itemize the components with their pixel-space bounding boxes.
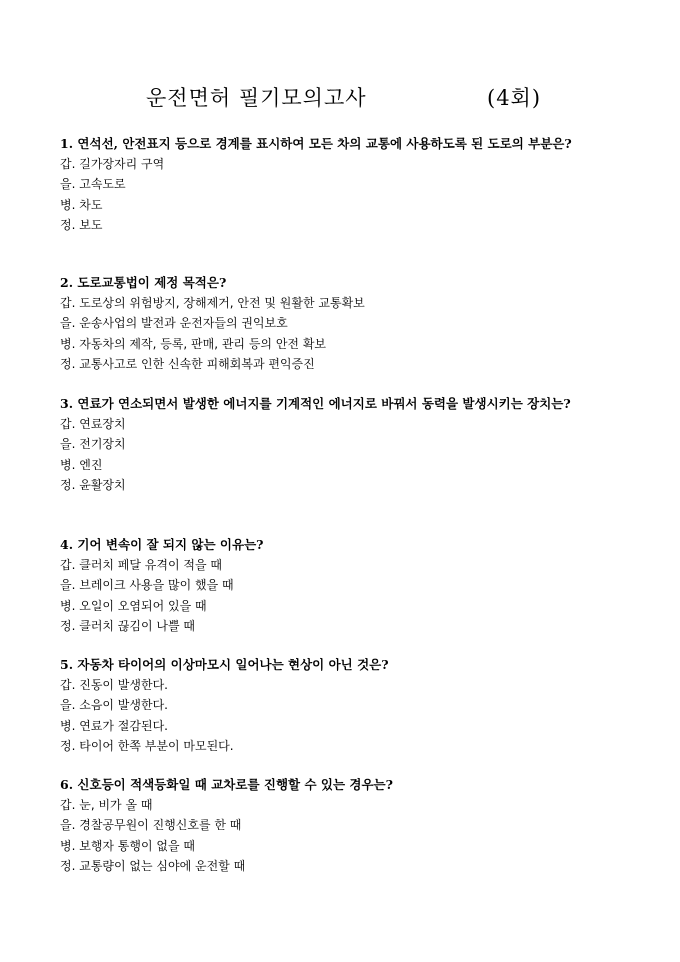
option-eul: 을. 운송사업의 발전과 운전자들의 권익보호 <box>60 316 288 331</box>
option-jeong: 정. 클러치 끊김이 나쁠 때 <box>60 618 195 633</box>
option-eul: 을. 소음이 발생한다. <box>60 698 168 713</box>
question-6 <box>60 774 632 876</box>
question-text <box>60 774 632 795</box>
option-eul: 을. 전기장치 <box>60 437 126 452</box>
question-text <box>60 133 632 154</box>
question-text <box>60 272 632 293</box>
question-number: 6. <box>60 777 74 792</box>
round-label: (4회) <box>487 86 542 110</box>
option-byeong: 병. 오일이 오염되어 있을 때 <box>60 598 207 613</box>
option-gap: 갑. 눈, 비가 올 때 <box>60 798 153 812</box>
option-byeong: 병. 보행자 통행이 없을 때 <box>60 838 195 853</box>
question-1 <box>60 133 632 235</box>
option-gap: 갑. 도로상의 위험방지, 장해제거, 안전 및 원활한 교통확보 <box>60 296 365 310</box>
page-title: 운전면허 필기모의고사 <box>146 86 367 110</box>
question-3 <box>60 393 632 495</box>
question-text <box>60 393 632 414</box>
option-eul: 을. 고속도로 <box>60 177 126 192</box>
option-byeong: 병. 연료가 절감된다. <box>60 718 168 733</box>
question-number: 1. <box>60 136 74 151</box>
question-5 <box>60 654 632 756</box>
question-prompt: 도로교통법이 제정 목적은? <box>77 275 227 290</box>
option-gap: 갑. 길가장자리 구역 <box>60 157 165 171</box>
question-prompt: 연석선, 안전표지 등으로 경계를 표시하여 모든 차의 교통에 사용하도록 된 도로의 부분은? <box>77 136 572 151</box>
question-text <box>60 534 632 555</box>
question-prompt: 자동차 타이어의 이상마모시 일어나는 현상이 아닌 것은? <box>77 657 389 672</box>
question-number: 4. <box>60 537 74 552</box>
option-jeong: 정. 보도 <box>60 217 103 232</box>
question-number: 2. <box>60 275 74 290</box>
header <box>0 82 680 114</box>
question-text <box>60 654 632 675</box>
question-prompt: 연료가 연소되면서 발생한 에너지를 기계적인 에너지로 바꿔서 동력을 발생시키는 장치는? <box>77 396 571 411</box>
option-jeong: 정. 교통사고로 인한 신속한 피해회복과 편익증진 <box>60 356 315 371</box>
option-jeong: 정. 교통량이 없는 심야에 운전할 때 <box>60 858 246 873</box>
option-byeong: 병. 차도 <box>60 197 103 212</box>
option-gap: 갑. 연료장치 <box>60 417 126 431</box>
question-number: 3. <box>60 396 74 411</box>
option-gap: 갑. 진동이 발생한다. <box>60 678 168 692</box>
option-byeong: 병. 자동차의 제작, 등록, 판매, 관리 등의 안전 확보 <box>60 336 327 351</box>
option-jeong: 정. 타이어 한쪽 부분이 마모된다. <box>60 738 234 753</box>
question-prompt: 기어 변속이 잘 되지 않는 이유는? <box>77 537 264 552</box>
option-eul: 을. 브레이크 사용을 많이 했을 때 <box>60 578 234 593</box>
question-2 <box>60 272 632 374</box>
option-byeong: 병. 엔진 <box>60 457 103 472</box>
option-jeong: 정. 윤활장치 <box>60 477 126 492</box>
option-gap: 갑. 클러치 페달 유격이 적을 때 <box>60 558 222 572</box>
question-number: 5. <box>60 657 74 672</box>
option-eul: 을. 경찰공무원이 진행신호를 한 때 <box>60 818 242 833</box>
question-prompt: 신호등이 적색등화일 때 교차로를 진행할 수 있는 경우는? <box>77 777 393 792</box>
question-4 <box>60 534 632 636</box>
